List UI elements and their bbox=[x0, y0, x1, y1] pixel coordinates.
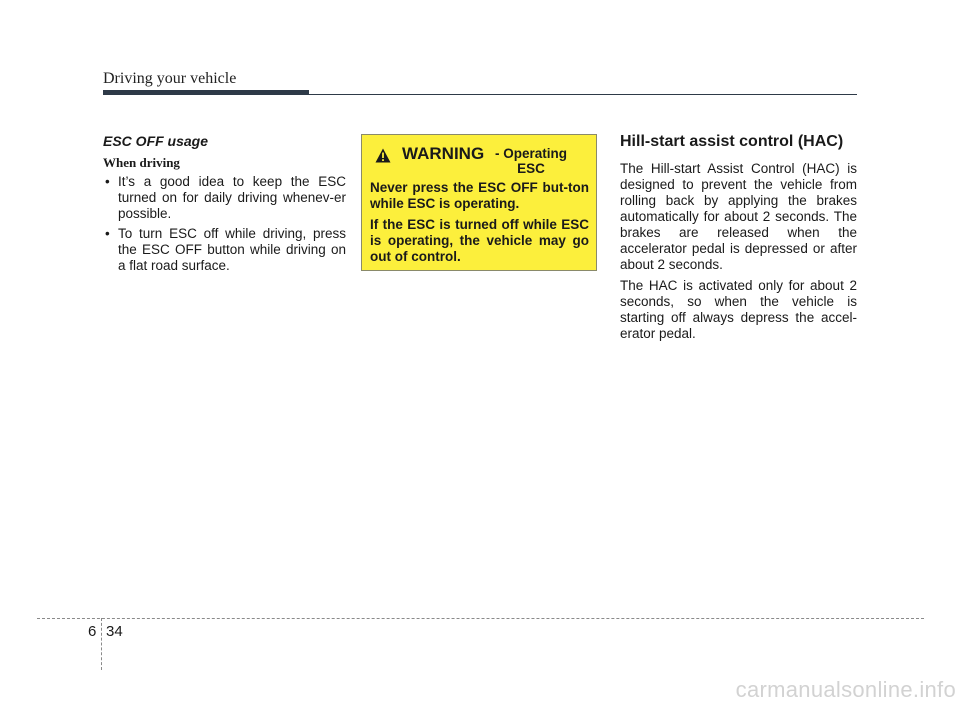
warning-label: WARNING bbox=[402, 144, 485, 163]
left-column bbox=[103, 133, 346, 278]
body-paragraph: The HAC is activated only for about 2 seconds, so when the vehicle is starting off always depress the accel-erator pedal. bbox=[620, 278, 857, 341]
watermark: carmanualsonline.info bbox=[735, 677, 956, 702]
footer-divider bbox=[37, 618, 924, 619]
hac-section-title: Hill-start assist control (HAC) bbox=[620, 133, 844, 150]
bullet-list bbox=[103, 174, 346, 274]
footer-vertical-divider bbox=[101, 618, 102, 670]
bullet-text: To turn ESC off while driving, press the ESC OFF button while driving on a flat road surface. bbox=[118, 226, 346, 273]
bullet-marker: • bbox=[105, 174, 110, 189]
header-rule-thin bbox=[103, 94, 857, 95]
page-number: 34 bbox=[106, 623, 123, 640]
warning-triangle-icon bbox=[375, 148, 391, 163]
warning-topic: - Operating ESC bbox=[494, 146, 567, 176]
warning-paragraph: If the ESC is turned off while ESC is operating, the vehicle may go out of control. bbox=[370, 217, 589, 264]
list-item bbox=[103, 174, 346, 222]
right-column bbox=[620, 133, 857, 347]
body-paragraph: The Hill-start Assist Control (HAC) is designed to prevent the vehicle from rolling back by applying the brakes automatically for about 2 seconds. The brakes are released when the accelerator pedal is depressed or after about 2 seconds. bbox=[620, 161, 857, 272]
header-title: Driving your vehicle bbox=[103, 70, 237, 87]
esc-off-usage-subheading: ESC OFF usage bbox=[103, 133, 209, 149]
warning-box bbox=[361, 134, 597, 271]
bullet-marker: • bbox=[105, 226, 110, 241]
when-driving-label: When driving bbox=[103, 155, 180, 170]
list-item bbox=[103, 226, 346, 274]
chapter-number: 6 bbox=[88, 623, 97, 640]
bullet-text: It’s a good idea to keep the ESC turned on for daily driving whenev-er possible. bbox=[118, 174, 346, 221]
warning-header bbox=[370, 144, 589, 180]
warning-paragraph: Never press the ESC OFF but-ton while ESC is operating. bbox=[370, 180, 589, 211]
